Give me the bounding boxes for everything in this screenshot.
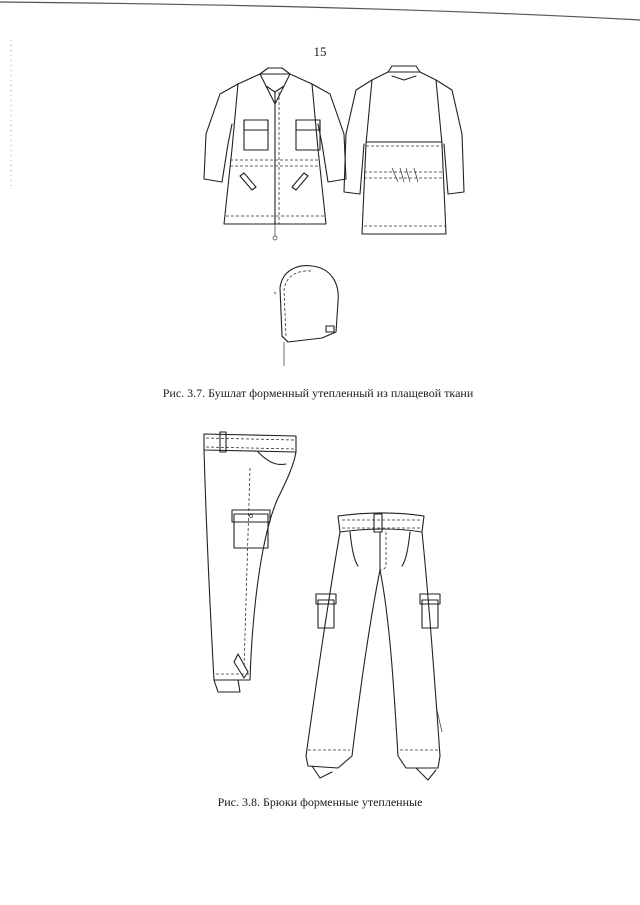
trousers-front-drawing: [298, 510, 444, 786]
hood-drawing: [272, 262, 352, 372]
page-number: 15: [313, 44, 327, 59]
scan-left-margin-marks: [5, 40, 17, 190]
figure-caption-3-8: Рис. 3.8. Брюки форменные утепленные: [217, 795, 423, 809]
figure-caption-3-7: Рис. 3.7. Бушлат форменный утепленный из плащевой ткани: [162, 386, 474, 400]
scan-top-edge: [0, 0, 640, 30]
jacket-back-drawing: [342, 64, 467, 242]
jacket-front-drawing: [200, 64, 350, 244]
trousers-side-drawing: [198, 428, 308, 700]
